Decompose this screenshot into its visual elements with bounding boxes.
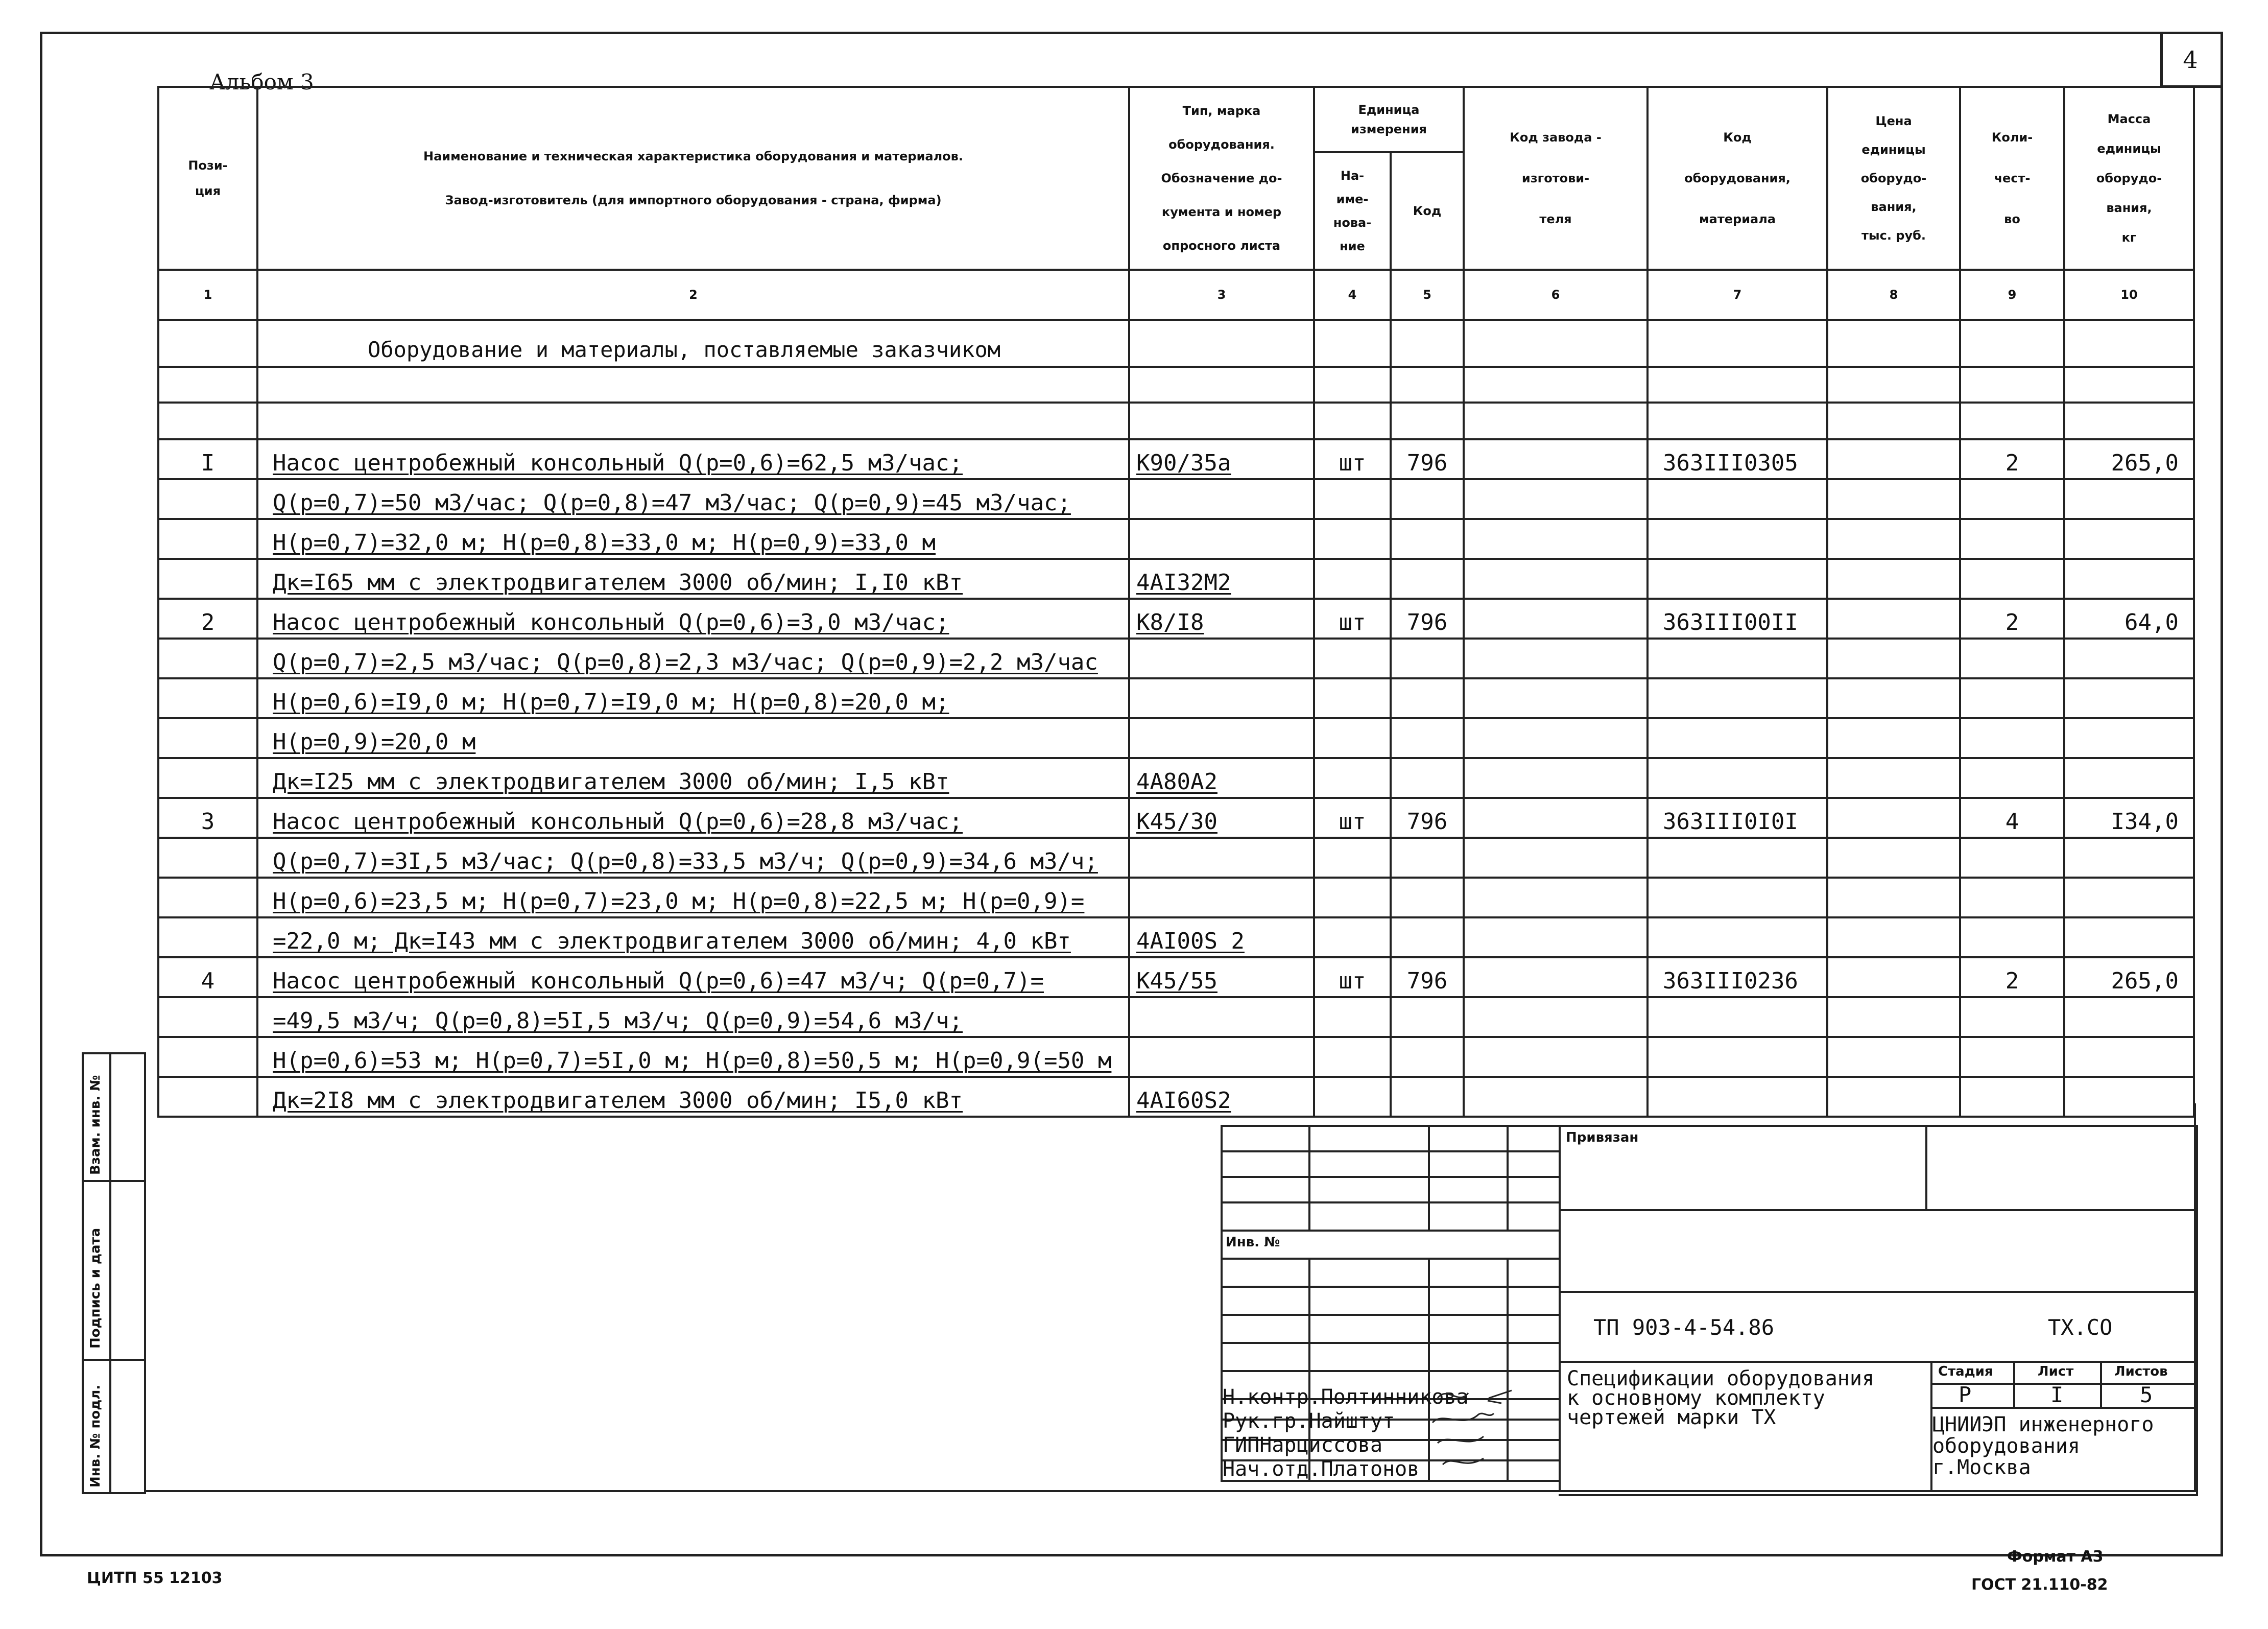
table-cell [1960, 320, 2064, 367]
cell-code: 796 [1391, 798, 1464, 838]
sheets-value: 5 [2140, 1382, 2153, 1407]
cell-unit [1314, 758, 1391, 798]
cell-unit [1314, 479, 1391, 519]
table-cell [158, 403, 257, 439]
cell-code [1391, 917, 1464, 957]
table-cell [1827, 957, 1960, 997]
cell-qty: 2 [1960, 957, 2064, 997]
sheet-number: 4 [2183, 46, 2198, 74]
footer-format: Формат А3 [2007, 1548, 2104, 1566]
table-row [158, 403, 2194, 439]
cell-code [1391, 559, 1464, 599]
cell-code [1391, 678, 1464, 718]
cell-equip-code [1648, 1077, 1827, 1117]
table-cell [1827, 997, 1960, 1037]
table-cell [1464, 559, 1648, 599]
role-person: Найштут [1308, 1409, 1395, 1433]
cell-type: 4AI32M2 [1129, 559, 1314, 599]
table-row [158, 798, 2194, 838]
cell-pos [158, 678, 257, 718]
cell-equip-code [1648, 519, 1827, 559]
cell-mass [2064, 997, 2194, 1037]
cell-pos [158, 917, 257, 957]
table-cell [1464, 479, 1648, 519]
column-number: 7 [1648, 270, 1827, 320]
cell-code [1391, 1077, 1464, 1117]
table-cell [1314, 403, 1391, 439]
table-row [158, 957, 2194, 997]
cell-qty: 2 [1960, 439, 2064, 479]
column-number: 4 [1314, 270, 1391, 320]
table-cell [1827, 758, 1960, 798]
cell-mass [2064, 878, 2194, 917]
cell-mass [2064, 718, 2194, 758]
section-title: Оборудование и материалы, поставляемые заказчиком [368, 337, 1001, 362]
cell-qty [1960, 917, 2064, 957]
table-cell [1827, 599, 1960, 639]
cell-name: Насос центробежный консольный Q(p=0,6)=3,0 м3/час; [257, 599, 1129, 639]
cell-type [1129, 838, 1314, 878]
cell-code [1391, 639, 1464, 678]
side-label-sign: Подпись и дата [88, 1227, 103, 1349]
table-row [158, 367, 2194, 403]
cell-name: Насос центробежный консольный Q(p=0,6)=47 м3/ч; Q(p=0,7)= [257, 957, 1129, 997]
stage-vline [2100, 1361, 2102, 1408]
header-name: Наименование и техническая характеристика оборудования и материалов. Завод-изготовитель (для импортного оборудования - страна, фирма) [257, 87, 1129, 270]
cell-name: H(p=0,9)=20,0 м [257, 718, 1129, 758]
table-row [158, 878, 2194, 917]
title-hline-2 [1559, 1291, 2196, 1293]
table-row [158, 599, 2194, 639]
role-person: Платонов [1321, 1457, 1420, 1481]
cell-equip-code [1648, 639, 1827, 678]
cell-pos: 4 [158, 957, 257, 997]
cell-pos: 3 [158, 798, 257, 838]
table-cell [158, 320, 257, 367]
cell-mass [2064, 917, 2194, 957]
side-stamp-divider [82, 1359, 144, 1361]
column-number: 8 [1827, 270, 1960, 320]
table-row [158, 917, 2194, 957]
table-cell [1464, 997, 1648, 1037]
cell-mass [2064, 1077, 2194, 1117]
cell-equip-code [1648, 718, 1827, 758]
cell-qty: 2 [1960, 599, 2064, 639]
cell-equip-code [1648, 1037, 1827, 1077]
table-cell [1827, 403, 1960, 439]
cell-code [1391, 1037, 1464, 1077]
cell-name: Насос центробежный консольный Q(p=0,6)=62,5 м3/час; [257, 439, 1129, 479]
cell-name: H(p=0,6)=23,5 м; H(p=0,7)=23,0 м; H(p=0,8)=22,5 м; H(p=0,9)= [257, 878, 1129, 917]
signatures [1427, 1383, 1514, 1480]
cell-mass [2064, 838, 2194, 878]
table-cell [1464, 838, 1648, 878]
table-row [158, 1037, 2194, 1077]
cell-type: 4A80A2 [1129, 758, 1314, 798]
cell-type: К90/35а [1129, 439, 1314, 479]
cell-qty [1960, 758, 2064, 798]
header-mass: Масса единицы оборудо- вания, кг [2064, 87, 2194, 270]
cell-unit [1314, 878, 1391, 917]
cell-unit [1314, 997, 1391, 1037]
header-unit-name: На- име- нова- ние [1314, 152, 1391, 270]
stage-vline [2013, 1361, 2015, 1408]
cell-pos: 2 [158, 599, 257, 639]
table-cell [1464, 519, 1648, 559]
side-stamp-divider [109, 1052, 111, 1492]
role-label: ГИП [1223, 1433, 1260, 1457]
cell-unit [1314, 519, 1391, 559]
cell-qty [1960, 559, 2064, 599]
title-block [1221, 1125, 2196, 1492]
title-hline-1 [1559, 1209, 2196, 1211]
header-quantity: Коли- чест- во [1960, 87, 2064, 270]
cell-unit [1314, 1037, 1391, 1077]
table-cell [1960, 403, 2064, 439]
cell-code: 796 [1391, 599, 1464, 639]
table-cell [1827, 1077, 1960, 1117]
table-cell [1464, 878, 1648, 917]
table-cell [1464, 439, 1648, 479]
cell-qty [1960, 997, 2064, 1037]
side-label-replace: Взам. инв. № [88, 1075, 103, 1175]
cell-mass: 265,0 [2064, 957, 2194, 997]
table-cell [2064, 367, 2194, 403]
inner-border-left [144, 1103, 146, 1492]
footer-gost: ГОСТ 21.110-82 [1971, 1576, 2108, 1594]
cell-name: =22,0 м; Дк=I43 мм с электродвигателем 3000 об/мин; 4,0 кВт [257, 917, 1129, 957]
table-cell [1464, 678, 1648, 718]
cell-pos [158, 1077, 257, 1117]
column-number: 2 [257, 270, 1129, 320]
cell-equip-code [1648, 917, 1827, 957]
cell-name: Q(p=0,7)=2,5 м3/час; Q(p=0,8)=2,3 м3/час; Q(p=0,9)=2,2 м3/час [257, 639, 1129, 678]
table-cell [1827, 718, 1960, 758]
table-row [158, 519, 2194, 559]
table-row [158, 439, 2194, 479]
cell-mass: I34,0 [2064, 798, 2194, 838]
cell-unit [1314, 678, 1391, 718]
cell-type: 4AI60S2 [1129, 1077, 1314, 1117]
cell-type [1129, 718, 1314, 758]
cell-code [1391, 479, 1464, 519]
cell-unit: шт [1314, 599, 1391, 639]
cell-type [1129, 1037, 1314, 1077]
cell-name: H(p=0,7)=32,0 м; H(p=0,8)=33,0 м; H(p=0,9)=33,0 м [257, 519, 1129, 559]
cell-name: H(p=0,6)=53 м; H(p=0,7)=5I,0 м; H(p=0,8)=50,5 м; H(p=0,9(=50 м [257, 1037, 1129, 1077]
cell-code: 796 [1391, 957, 1464, 997]
cell-pos [158, 718, 257, 758]
cell-name: Насос центробежный консольный Q(p=0,6)=28,8 м3/час; [257, 798, 1129, 838]
table-cell [257, 403, 1129, 439]
table-cell [1827, 1037, 1960, 1077]
header-price: Цена единицы оборудо- вания, тыс. руб. [1827, 87, 1960, 270]
table-cell [1464, 718, 1648, 758]
cell-name: =49,5 м3/ч; Q(p=0,8)=5I,5 м3/ч; Q(p=0,9)=54,6 м3/ч; [257, 997, 1129, 1037]
cell-type [1129, 519, 1314, 559]
table-row [158, 479, 2194, 519]
role-person: Полтинникова [1321, 1385, 1469, 1409]
cell-pos [158, 838, 257, 878]
table-cell [1464, 917, 1648, 957]
cell-name: H(p=0,6)=I9,0 м; H(p=0,7)=I9,0 м; H(p=0,8)=20,0 м; [257, 678, 1129, 718]
table-cell [1464, 1037, 1648, 1077]
cell-unit: шт [1314, 957, 1391, 997]
cell-code [1391, 718, 1464, 758]
doc-code: ТП 903-4-54.86 [1593, 1315, 1775, 1340]
header-type: Тип, марка оборудования. Обозначение до- кумента и номер опросного листа [1129, 87, 1314, 270]
table-cell [1827, 678, 1960, 718]
cell-unit [1314, 718, 1391, 758]
sheet-value: I [2050, 1382, 2064, 1407]
cell-pos [158, 1037, 257, 1077]
cell-equip-code [1648, 758, 1827, 798]
cell-type: К45/30 [1129, 798, 1314, 838]
table-cell [1314, 367, 1391, 403]
cell-type [1129, 639, 1314, 678]
table-cell [1129, 403, 1314, 439]
cell-equip-code [1648, 997, 1827, 1037]
table-cell [1648, 320, 1827, 367]
cell-code [1391, 838, 1464, 878]
column-number: 9 [1960, 270, 2064, 320]
cell-unit [1314, 639, 1391, 678]
cell-type [1129, 997, 1314, 1037]
cell-qty [1960, 519, 2064, 559]
cell-pos [158, 519, 257, 559]
table-cell [1960, 367, 2064, 403]
table-row [158, 838, 2194, 878]
stage-label: Стадия [1938, 1364, 1993, 1379]
cell-code [1391, 758, 1464, 798]
header-position: Пози- ция [158, 87, 257, 270]
sheet-label: Лист [2038, 1364, 2074, 1379]
table-cell [1129, 320, 1314, 367]
cell-unit [1314, 917, 1391, 957]
column-number: 10 [2064, 270, 2194, 320]
table-row [158, 559, 2194, 599]
privyazan-divider [1925, 1125, 1927, 1209]
table-cell [1827, 439, 1960, 479]
cell-equip-code [1648, 878, 1827, 917]
cell-mass [2064, 479, 2194, 519]
cell-mass [2064, 678, 2194, 718]
cell-code [1391, 878, 1464, 917]
column-number: 3 [1129, 270, 1314, 320]
cell-pos [158, 997, 257, 1037]
cell-type [1129, 678, 1314, 718]
table-cell [1464, 1077, 1648, 1117]
role-label: Рук.гр. [1223, 1409, 1309, 1433]
cell-name: Q(p=0,7)=50 м3/час; Q(p=0,8)=47 м3/час; Q(p=0,9)=45 м3/час; [257, 479, 1129, 519]
cell-type [1129, 479, 1314, 519]
sheets-label: Листов [2114, 1364, 2168, 1379]
header-unit: Единица измерения [1314, 87, 1464, 152]
table-cell [1827, 878, 1960, 917]
inv-no-label: Инв. № [1222, 1231, 1560, 1259]
side-stamp-divider [82, 1180, 144, 1182]
table-cell [257, 367, 1129, 403]
cell-code [1391, 997, 1464, 1037]
cell-name: Q(p=0,7)=3I,5 м3/час; Q(p=0,8)=33,5 м3/ч; Q(p=0,9)=34,6 м3/ч; [257, 838, 1129, 878]
cell-equip-code [1648, 678, 1827, 718]
table-cell [1391, 320, 1464, 367]
column-number: 6 [1464, 270, 1648, 320]
footer-left: ЦИТП 55 12103 [87, 1569, 223, 1587]
table-cell [1827, 559, 1960, 599]
cell-name: Дк=I65 мм с электродвигателем 3000 об/мин; I,I0 кВт [257, 559, 1129, 599]
cell-unit [1314, 838, 1391, 878]
cell-type: К45/55 [1129, 957, 1314, 997]
table-cell [1827, 917, 1960, 957]
cell-equip-code [1648, 479, 1827, 519]
table-cell [1464, 758, 1648, 798]
role-label: Н.контр. [1223, 1385, 1321, 1409]
cell-mass: 265,0 [2064, 439, 2194, 479]
cell-qty [1960, 479, 2064, 519]
cell-mass [2064, 639, 2194, 678]
table-cell [1391, 367, 1464, 403]
cell-equip-code: 363III00II [1648, 599, 1827, 639]
table-row [158, 758, 2194, 798]
cell-pos [158, 878, 257, 917]
role-person: Нарциссова [1259, 1433, 1383, 1457]
table-cell [1464, 639, 1648, 678]
cell-pos [158, 758, 257, 798]
table-cell [1827, 639, 1960, 678]
table-cell [1827, 519, 1960, 559]
table-row [158, 639, 2194, 678]
cell-mass [2064, 519, 2194, 559]
table-row [158, 997, 2194, 1037]
doc-description: Спецификации оборудования к основному комплекту чертежей марки ТХ [1567, 1367, 1875, 1429]
table-cell [1464, 320, 1648, 367]
table-cell [1464, 599, 1648, 639]
cell-equip-code: 363III0236 [1648, 957, 1827, 997]
header-factory-code: Код завода - изготови- теля [1464, 87, 1648, 270]
cell-mass: 64,0 [2064, 599, 2194, 639]
header-equipment-code: Код оборудования, материала [1648, 87, 1827, 270]
stage-value: Р [1959, 1382, 1972, 1407]
cell-unit [1314, 1077, 1391, 1117]
cell-qty [1960, 639, 2064, 678]
cell-code [1391, 519, 1464, 559]
cell-name: Дк=I25 мм с электродвигателем 3000 об/мин; I,5 кВт [257, 758, 1129, 798]
doc-mark: ТХ.СО [2048, 1315, 2113, 1340]
cell-pos [158, 479, 257, 519]
table-cell [1391, 403, 1464, 439]
cell-unit: шт [1314, 439, 1391, 479]
side-label-orig: Инв. № подл. [88, 1384, 103, 1488]
column-number: 1 [158, 270, 257, 320]
table-cell [1464, 957, 1648, 997]
title-right-divider [1559, 1125, 1561, 1492]
table-cell [158, 367, 257, 403]
album-label: Альбом 3 [209, 69, 314, 95]
table-cell [2064, 403, 2194, 439]
table-row [158, 1077, 2194, 1117]
table-row [158, 718, 2194, 758]
column-number: 5 [1391, 270, 1464, 320]
table-cell [1464, 403, 1648, 439]
table-cell [1648, 367, 1827, 403]
table-cell [1827, 320, 1960, 367]
cell-equip-code: 363III0305 [1648, 439, 1827, 479]
cell-mass [2064, 559, 2194, 599]
table-cell [1129, 367, 1314, 403]
cell-qty [1960, 878, 2064, 917]
table-cell [1464, 367, 1648, 403]
cell-pos [158, 639, 257, 678]
cell-mass [2064, 758, 2194, 798]
cell-name: Дк=2I8 мм с электродвигателем 3000 об/мин; I5,0 кВт [257, 1077, 1129, 1117]
cell-qty [1960, 1077, 2064, 1117]
cell-equip-code [1648, 559, 1827, 599]
cell-unit: шт [1314, 798, 1391, 838]
table-cell [1314, 320, 1391, 367]
cell-type: 4AI00S 2 [1129, 917, 1314, 957]
table-row [158, 678, 2194, 718]
cell-equip-code [1648, 838, 1827, 878]
cell-code: 796 [1391, 439, 1464, 479]
cell-qty [1960, 1037, 2064, 1077]
cell-type [1129, 878, 1314, 917]
role-label: Нач.отд. [1223, 1457, 1321, 1481]
table-cell [1464, 798, 1648, 838]
cell-equip-code: 363III0I0I [1648, 798, 1827, 838]
cell-qty [1960, 838, 2064, 878]
cell-unit [1314, 559, 1391, 599]
header-unit-code: Код [1391, 152, 1464, 270]
specification-table [157, 86, 2195, 1118]
table-cell [2064, 320, 2194, 367]
table-cell [1827, 838, 1960, 878]
cell-pos [158, 559, 257, 599]
privyazan-label: Привязан [1566, 1130, 1639, 1145]
cell-pos: I [158, 439, 257, 479]
cell-type: К8/I8 [1129, 599, 1314, 639]
cell-qty: 4 [1960, 798, 2064, 838]
table-cell [1827, 367, 1960, 403]
cell-mass [2064, 1037, 2194, 1077]
table-cell [1827, 479, 1960, 519]
cell-qty [1960, 718, 2064, 758]
table-cell [1648, 403, 1827, 439]
cell-qty [1960, 678, 2064, 718]
table-cell [1827, 798, 1960, 838]
organization: ЦНИИЭП инженерного оборудования г.Москва [1932, 1413, 2154, 1479]
